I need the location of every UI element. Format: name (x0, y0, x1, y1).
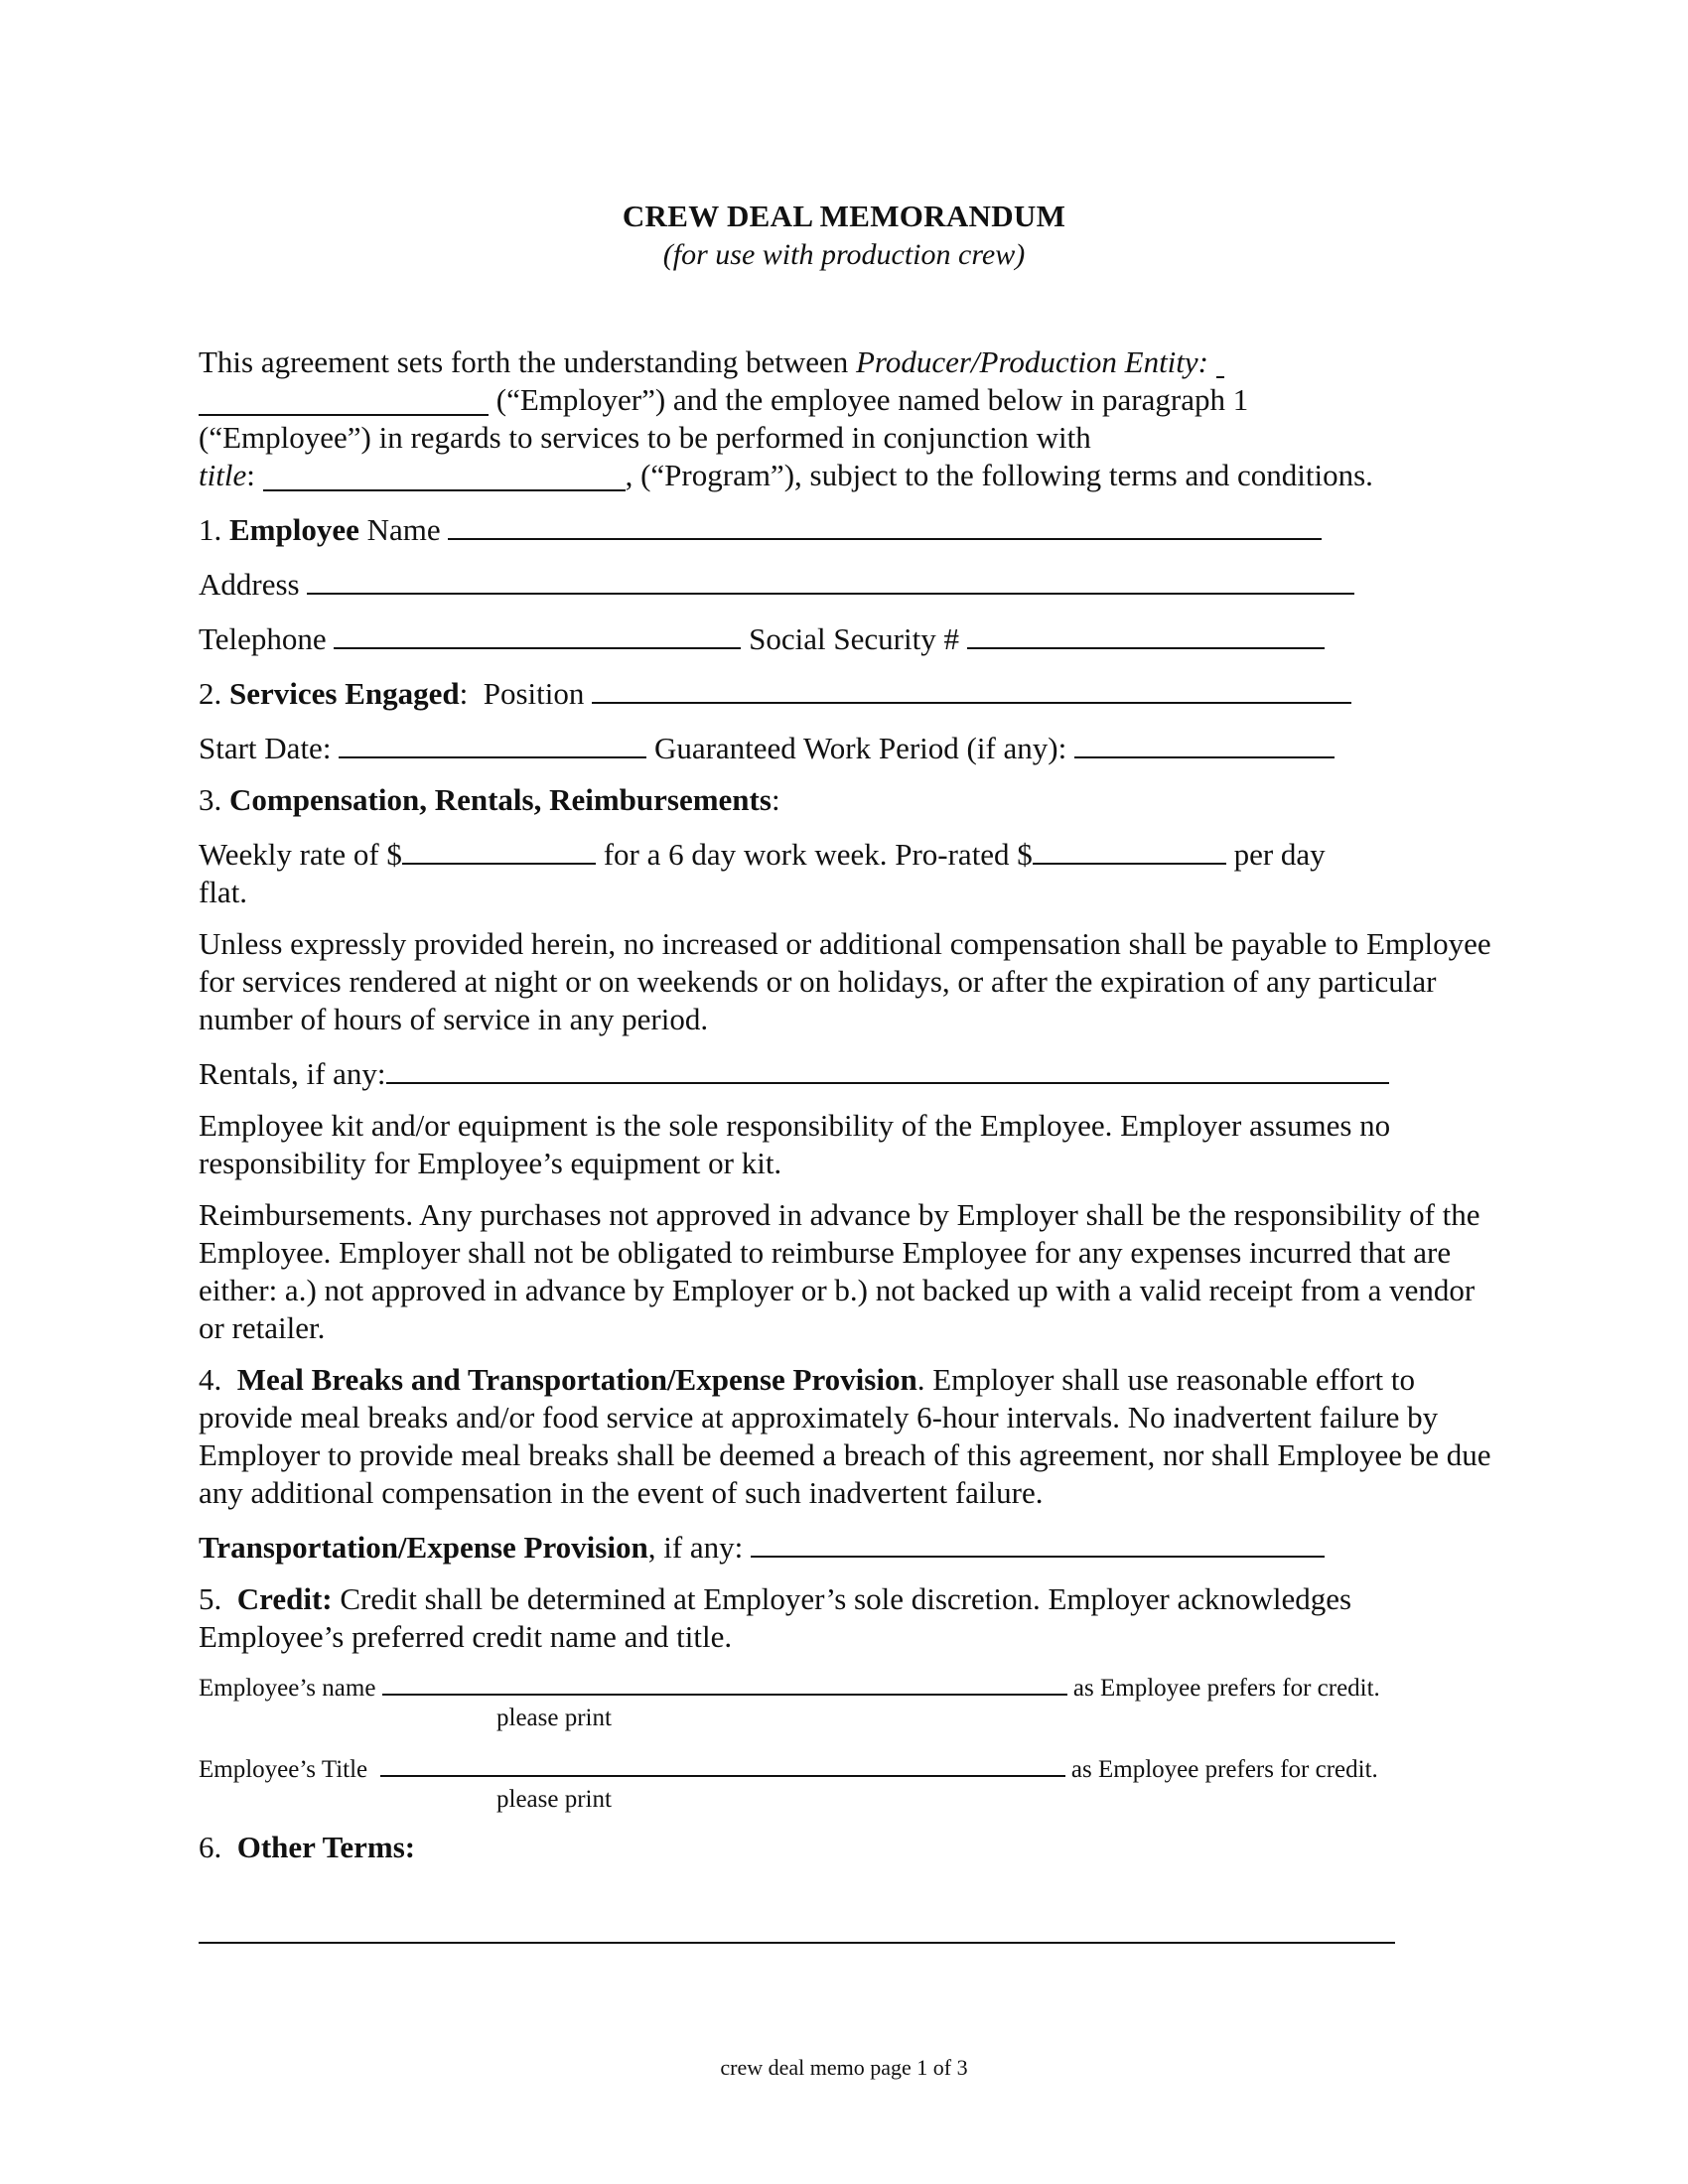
rentals-field[interactable] (386, 1052, 1389, 1084)
weekly-rate-flat: flat. (199, 875, 248, 909)
credit-title-hint: please print (496, 1786, 612, 1813)
address-field[interactable] (307, 563, 1354, 595)
section-5-paragraph: 5. Credit: Credit shall be determined at Employer’s sole discretion. Employer acknowledges Employee’s preferred credit name and title. (199, 1581, 1352, 1654)
transport-field[interactable] (751, 1526, 1325, 1558)
section-3-heading-row: 3. Compensation, Rentals, Reimbursements: (199, 782, 780, 817)
position-field[interactable] (592, 672, 1351, 704)
credit-title-row: Employee’s Title as Employee prefers for credit. (199, 1751, 1494, 1785)
document-title: CREW DEAL MEMORANDUM (622, 199, 1066, 233)
document-subtitle: (for use with production crew) (662, 238, 1026, 271)
telephone-row: Telephone Social Security # (199, 617, 1494, 658)
program-title-field[interactable] (263, 460, 626, 491)
weekly-rate-field[interactable] (402, 833, 596, 865)
section-5-heading: Credit: (236, 1581, 333, 1616)
other-terms-field[interactable] (199, 1942, 1395, 1944)
employee-name-field[interactable] (448, 508, 1322, 540)
section-3-heading: Compensation, Rentals, Reimbursements (229, 782, 772, 817)
address-row: Address (199, 563, 1494, 604)
producer-field-start[interactable] (1216, 346, 1224, 378)
telephone-field[interactable] (334, 617, 741, 649)
weekly-rate-row: Weekly rate of $ for a 6 day work week. Pro-rated $ per day (199, 833, 1494, 874)
credit-name-field[interactable] (382, 1670, 1067, 1696)
intro-line-2: (“Employer”) and the employee named below in paragraph 1 (199, 381, 1494, 419)
producer-label: Producer/Production Entity: (856, 344, 1208, 379)
rentals-row: Rentals, if any: (199, 1052, 1494, 1093)
section-4-heading: Meal Breaks and Transportation/Expense Provision (236, 1362, 917, 1397)
producer-entity-field[interactable] (199, 384, 489, 416)
kit-paragraph: Employee kit and/or equipment is the sole responsibility of the Employee. Employer assumes no responsibility for Employee’s equipment or kit. (199, 1108, 1391, 1180)
guaranteed-period-field[interactable] (1074, 727, 1335, 758)
ssn-field[interactable] (967, 617, 1325, 649)
document-body (199, 343, 1494, 1866)
transport-heading: Transportation/Expense Provision (199, 1530, 648, 1565)
section-6-heading: Other Terms: (236, 1830, 416, 1864)
start-date-field[interactable] (339, 727, 646, 758)
intro-line-3: (“Employee”) in regards to services to be performed in conjunction with (199, 420, 1091, 455)
section-1-name-row: 1. Employee Name (199, 508, 1494, 549)
page-footer: crew deal memo page 1 of 3 (720, 2055, 968, 2080)
section-2-heading: Services Engaged (229, 676, 460, 711)
section-4-paragraph: 4. Meal Breaks and Transportation/Expense Provision. Employer shall use reasonable effort to provide meal breaks and/or food service at approximately 6-hour intervals. No inadvertent failure by Employer to provide meal breaks shall be deemed a breach of this agreement, nor shall Employee be due any additional compensation in the event of such inadvertent failure. (199, 1362, 1491, 1510)
transport-row: Transportation/Expense Provision , if any: (199, 1526, 1494, 1567)
reimbursements-paragraph: Reimbursements. Any purchases not approved in advance by Employer shall be the responsibility of the Employee. Employer shall not be obligated to reimburse Employee for any expenses incurred that are either: a.) not approved in advance by Employer or b.) not backed up with a valid receipt from a vendor or retailer. (199, 1197, 1480, 1345)
credit-name-row: Employee’s name as Employee prefers for credit. (199, 1670, 1494, 1704)
credit-title-field[interactable] (380, 1751, 1065, 1777)
section-6-heading-row: 6. Other Terms: (199, 1830, 416, 1864)
prorated-rate-field[interactable] (1033, 833, 1226, 865)
intro-line-4: title: , (“Program”), subject to the following terms and conditions. (199, 458, 1373, 492)
section-1-heading: Employee (229, 512, 359, 547)
start-date-row: Start Date: Guaranteed Work Period (if any): (199, 727, 1494, 767)
compensation-paragraph: Unless expressly provided herein, no increased or additional compensation shall be payable to Employee for services rendered at night or on weekends or on holidays, or after the expiration of any particular number of hours of service in any period. (199, 926, 1491, 1036)
intro-line-1: This agreement sets forth the understanding between Producer/Production Entity: (199, 343, 1494, 381)
credit-name-hint: please print (496, 1705, 612, 1731)
title-label: title (199, 458, 247, 492)
section-2-position-row: 2. Services Engaged : Position (199, 672, 1494, 713)
